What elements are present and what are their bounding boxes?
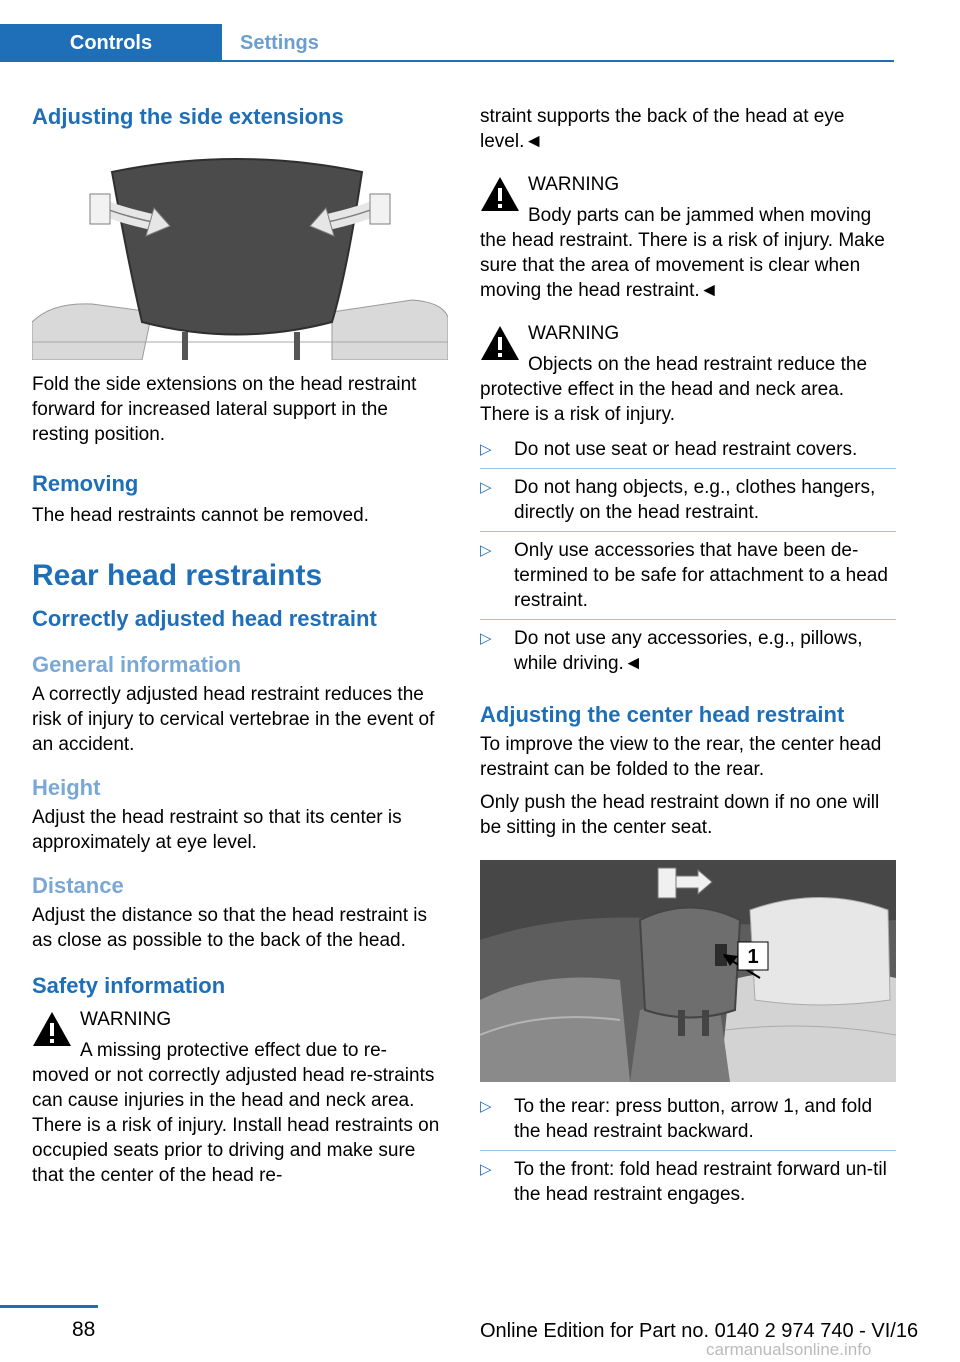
fold-bullet-list: [480, 1088, 896, 1213]
warning-first-line: Objects on the head restraint reduce the: [528, 354, 868, 375]
center-restraint-illustration: [480, 860, 896, 1082]
center-restraint-text-1: To improve the view to the rear, the center head restraint can be folded to the rear.: [480, 734, 882, 780]
height-text: Adjust the head restraint so that its center is approximately at eye level.: [32, 807, 402, 853]
warning-triangle-icon: [32, 1011, 72, 1047]
list-item: ▷ Only use accessories that have been de-termined to be safe for attachment to a head restraint.: [480, 532, 896, 620]
warning-label: WARNING: [80, 1009, 172, 1030]
general-information-heading: General information: [32, 652, 242, 677]
list-item: ▷ Do not use any accessories, e.g., pillows, while driving.◄: [480, 628, 863, 674]
list-item: ▷ Do not hang objects, e.g., clothes hangers, directly on the head restraint.: [480, 469, 896, 532]
warning-first-line: Body parts can be jammed when moving: [528, 205, 872, 226]
safety-warning: [32, 1007, 450, 1188]
warning-triangle-icon: [480, 176, 520, 212]
list-item: ▷ Do not use seat or head restraint covers.: [480, 431, 896, 469]
warning-text: the head restraint. There is a risk of injury. Make sure that the area of movement is clear when moving the head restraint.◄: [480, 230, 885, 301]
center-restraint-heading: Adjusting the center head restraint: [480, 702, 845, 727]
edition-text: Online Edition for Part no. 0140 2 974 740 - VI/16: [480, 1320, 919, 1342]
side-extensions-heading: Adjusting the side extensions: [32, 104, 344, 129]
correctly-adjusted-heading: Correctly adjusted head restraint: [32, 606, 377, 631]
warning-bullet-list: [480, 431, 896, 682]
list-item: ▷ To the rear: press button, arrow 1, and fold the head restraint backward.: [480, 1088, 896, 1151]
warning-text: moved or not correctly adjusted head re-straints can cause injuries in the head and neck area. There is a risk of injury. Install head restraints on occupied seats prior to driving and make sure that the center of the head re-: [32, 1065, 440, 1186]
triangle-bullet-icon: ▷: [480, 1098, 492, 1115]
safety-information-heading: Safety information: [32, 973, 226, 998]
watermark: carmanualsonline.info: [706, 1340, 872, 1359]
left-column: [32, 100, 450, 1188]
triangle-bullet-icon: ▷: [480, 479, 492, 496]
warning-text: protective effect in the head and neck area. There is a risk of injury.: [480, 379, 845, 425]
removing-heading: Removing: [32, 471, 139, 496]
triangle-bullet-icon: ▷: [480, 542, 492, 559]
removing-text: The head restraints cannot be removed.: [32, 505, 369, 526]
jam-warning: [480, 172, 896, 303]
warning-label: WARNING: [528, 174, 620, 195]
warning-triangle-icon: [480, 325, 520, 361]
warning-label: WARNING: [528, 323, 620, 344]
objects-warning: [480, 321, 896, 427]
page-number: 88: [72, 1318, 96, 1341]
warning-first-line: A missing protective effect due to re-: [80, 1040, 387, 1061]
footer-rule: [0, 1305, 98, 1308]
tab-controls[interactable]: Controls: [0, 24, 222, 62]
triangle-bullet-icon: ▷: [480, 630, 492, 647]
center-restraint-text-2: Only push the head restraint down if no one will be sitting in the center seat.: [480, 792, 880, 838]
side-extensions-illustration: [32, 152, 448, 360]
general-information-text: A correctly adjusted head restraint reduces the risk of injury to cervical vertebrae in the event of an accident.: [32, 684, 435, 755]
distance-heading: Distance: [32, 873, 124, 898]
triangle-bullet-icon: ▷: [480, 1161, 492, 1178]
distance-text: Adjust the distance so that the head restraint is as close as possible to the back of the head.: [32, 905, 428, 951]
triangle-bullet-icon: ▷: [480, 441, 492, 458]
height-heading: Height: [32, 775, 101, 800]
callout-number: 1: [747, 946, 759, 968]
rear-head-restraints-heading: Rear head restraints: [32, 559, 323, 592]
tab-settings[interactable]: Settings: [240, 32, 319, 54]
right-column: [480, 104, 896, 1213]
continued-text: straint supports the back of the head at eye level.◄: [480, 106, 845, 152]
side-extensions-text: Fold the side extensions on the head restraint forward for increased lateral support in the resting position.: [32, 374, 417, 445]
list-item: ▷ To the front: fold head restraint forward un-til the head restraint engages.: [480, 1159, 887, 1205]
